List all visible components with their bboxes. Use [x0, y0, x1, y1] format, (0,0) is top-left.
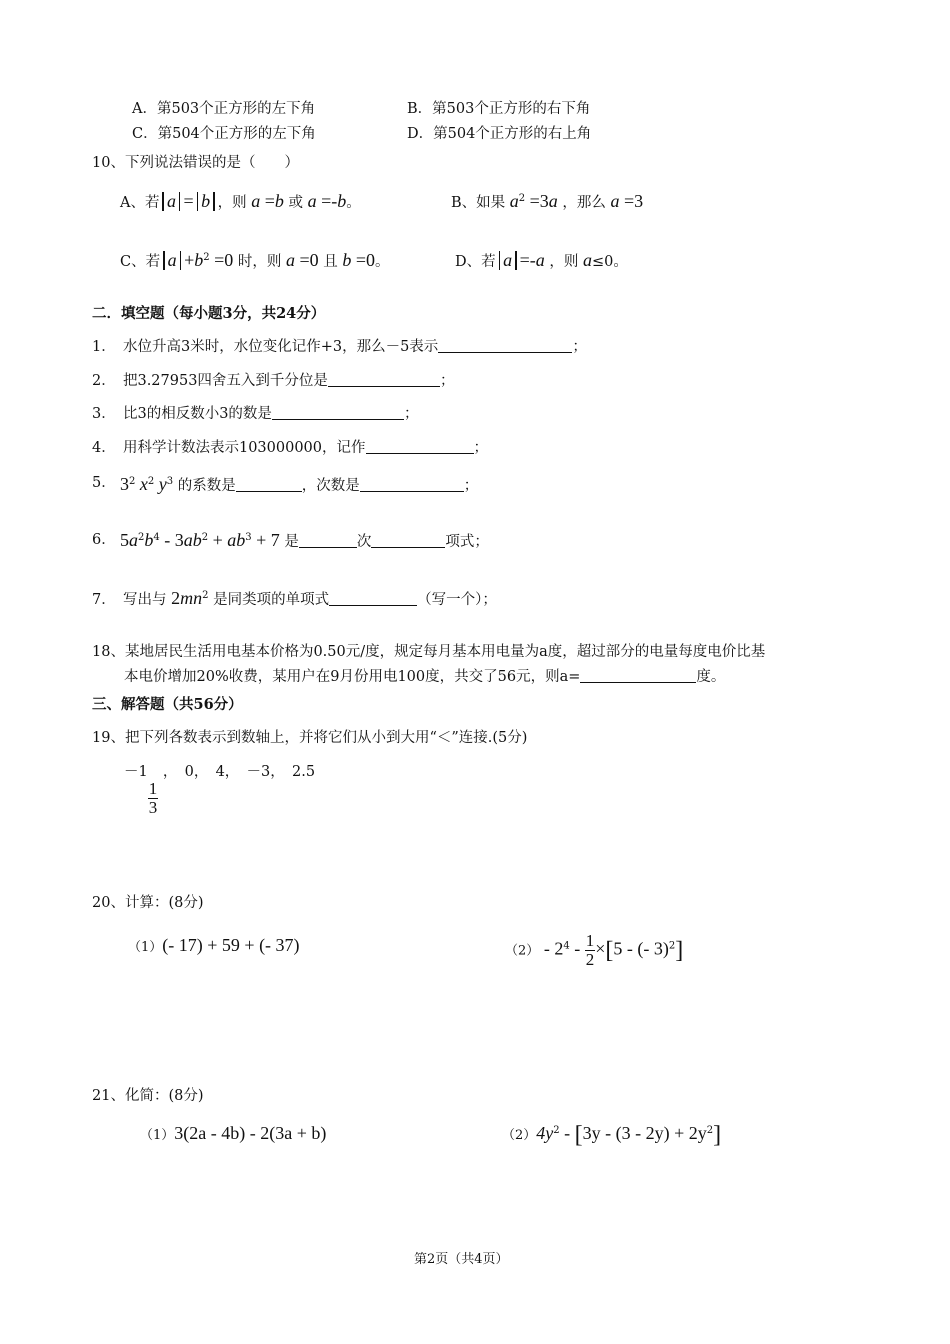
answer-blank[interactable] [371, 533, 445, 548]
q19-numbers [124, 760, 315, 817]
fill-q1 [92, 335, 587, 356]
fill-q2-end: ； [439, 373, 455, 389]
answer-blank[interactable] [299, 533, 357, 548]
fill-q5-body: $3^2$ $x^2$ $y^3$ 的系数是 ，次数是 ； [120, 474, 479, 494]
q21-part1 [140, 1123, 326, 1144]
fill-q7-text2: 是同类项的单项式 [213, 592, 330, 608]
q19-mixed-whole: －1 [124, 764, 148, 780]
q20-p2-pre-exp: 4 [563, 940, 570, 952]
q10-option-d: D、若 a =-a ，则 a≤0。 [455, 250, 628, 270]
answer-blank[interactable] [236, 477, 302, 492]
fill-q4-end: ； [473, 440, 489, 456]
fill-q3 [92, 402, 418, 423]
q10-d-text2: ，则 [549, 254, 579, 270]
fill-q2 [92, 369, 454, 390]
q9-option-a: A．第503个正方形的左下角 [132, 101, 316, 117]
answer-blank[interactable] [329, 591, 417, 606]
q20-p2-pre: - 2 [543, 938, 564, 959]
q21-p2-b: - [559, 1123, 575, 1143]
q20-frac-num: 1 [585, 931, 595, 950]
fill-q7-text1: 7． 写出与 [92, 592, 167, 608]
q21-part2: $(2)4y^2 - [3y - (3 - 2y) + 2y^2]$ [502, 1122, 722, 1148]
q20-p2-times: × [595, 938, 606, 959]
q10-c-text2: 时，则 [237, 254, 282, 270]
fill-q6-text2: 次 [356, 534, 372, 550]
fill-q6-text1: 是 [284, 534, 299, 550]
fill-q18-text: 本电价增加20%收费，某用户在9月份用电100度，共交了56元，则a= [124, 669, 581, 685]
q10-a-text2: ，则 [217, 195, 247, 211]
fill-q6 [92, 528, 116, 549]
answer-blank[interactable] [366, 439, 474, 454]
q9-option-d: D．第504个正方形的右上角 [407, 126, 592, 142]
section3-title: 三、解答题（共56分） [92, 696, 243, 713]
q20-frac-den: 2 [585, 950, 595, 969]
q21-p2-inner-exp: 2 [706, 1125, 714, 1137]
q20-stem: 20、计算：(8分) [92, 895, 204, 911]
fill-q6-text3: 项式； [445, 534, 489, 550]
q20-p1-label: （1） [128, 940, 163, 955]
q21-stem: 21、化简：(8分) [92, 1088, 204, 1104]
fill-q3-end: ； [403, 406, 419, 422]
section2-title: 二．填空题（每小题3分，共24分） [92, 305, 326, 322]
page-footer: 第2页（共4页） [414, 1252, 509, 1267]
q10-c-text1: C、若 [120, 254, 161, 270]
q21-p1-label: （1） [140, 1128, 175, 1143]
q10-a-text1: A、若 [120, 195, 160, 211]
fill-q5 [92, 471, 116, 492]
q20-p2-label: （2） [505, 943, 540, 959]
fill-q6-num: 6． [92, 532, 116, 548]
q10-a-text3: 或 [288, 195, 304, 211]
q21-p2-a: 4y [536, 1123, 554, 1143]
q10-c-text3: 且 [323, 254, 338, 270]
fill-q7: 7． 写出与 $2mn^2$ 是同类项的单项式 （写一个）； [92, 588, 497, 608]
q20-p2-inner-exp: 2 [668, 940, 676, 952]
q10-d-text1: D、若 [455, 254, 496, 270]
q10-a-text4: 。 [346, 195, 361, 211]
q10-b-text1: B、如果 [451, 195, 506, 211]
q10-option-b: B、如果 $a^2 =3a$ ，那么 a =3 [451, 191, 644, 211]
q20-p1-expr: (- 17) + 59 + (- 37) [162, 935, 300, 955]
q21-p2-a-exp: 2 [553, 1125, 560, 1137]
q19-frac-num: 1 [148, 779, 158, 798]
fill-q1-end: ； [572, 339, 587, 355]
q10-stem: 10、下列说法错误的是（ ） [92, 155, 299, 171]
q19-stem: 19、把下列各数表示到数轴上，并将它们从小到大用“＜”连接.(5分) [92, 730, 528, 746]
fill-q2-text: 2． 把3.27953四舍五入到千分位是 [92, 373, 328, 389]
answer-blank[interactable] [360, 477, 464, 492]
fill-q18-line1: 18、某地居民生活用电基本价格为0.50元/度，规定每月基本用电量为a度，超过部分的电量每度电价比基 [92, 644, 766, 660]
fill-q3-text: 3． 比3的相反数小3的数是 [92, 406, 272, 422]
q10-c-text4: 。 [375, 254, 390, 270]
q20-p2-inner: 5 - (- 3) [613, 938, 669, 959]
q9-option-b: B．第503个正方形的右下角 [407, 101, 591, 117]
fill-q4-text: 4． 用科学计数法表示103000000，记作 [92, 440, 366, 456]
fill-q4 [92, 436, 488, 457]
q21-p2-label: （2） [502, 1128, 537, 1143]
q21-p2-inner: 3y - (3 - 2y) + 2y [582, 1123, 707, 1143]
fill-q18-end: 度。 [696, 669, 726, 685]
answer-blank[interactable] [438, 338, 572, 353]
q20-part2: $(2) - 2^4$ - $\frac{1}{2}$ ×[5 - (- 3)$^2$] [505, 931, 684, 969]
q19-frac-den: 3 [148, 798, 158, 817]
q9-option-c: C．第504个正方形的左下角 [132, 126, 316, 142]
fill-q5-num: 5． [92, 475, 116, 491]
fill-q7-text3: （写一个）； [417, 592, 497, 608]
q20-part1 [128, 935, 300, 956]
q10-b-text2: ，那么 [562, 195, 606, 211]
q20-p2-minus: - [569, 938, 585, 959]
q10-option-c: C、若 $a +b^2 =0$ 时，则 a =0 且 b =0。 [120, 250, 390, 270]
fill-q18-line2 [124, 665, 725, 686]
fill-q5-text1: 的系数是 [177, 478, 236, 494]
q19-rest: ， 0， 4， －3， 2.5 [162, 764, 316, 780]
fill-q5-text2: ，次数是 [301, 478, 360, 494]
fill-q5-end: ； [463, 478, 479, 494]
answer-blank[interactable] [580, 668, 696, 683]
q21-p1-expr: 3(2a - 4b) - 2(3a + b) [174, 1123, 327, 1143]
q10-option-a: A、若 a = b ，则 a =b 或 a =-b。 [120, 191, 361, 211]
fill-q6-body: $5a^2b^4 - 3ab^2 + ab^3 + 7$ 是 次 项式； [120, 530, 489, 550]
fill-q1-text: 1． 水位升高3米时，水位变化记作+3，那么－5表示 [92, 339, 439, 355]
answer-blank[interactable] [328, 372, 440, 387]
answer-blank[interactable] [272, 405, 404, 420]
q10-d-text3: ≤0。 [592, 254, 628, 270]
